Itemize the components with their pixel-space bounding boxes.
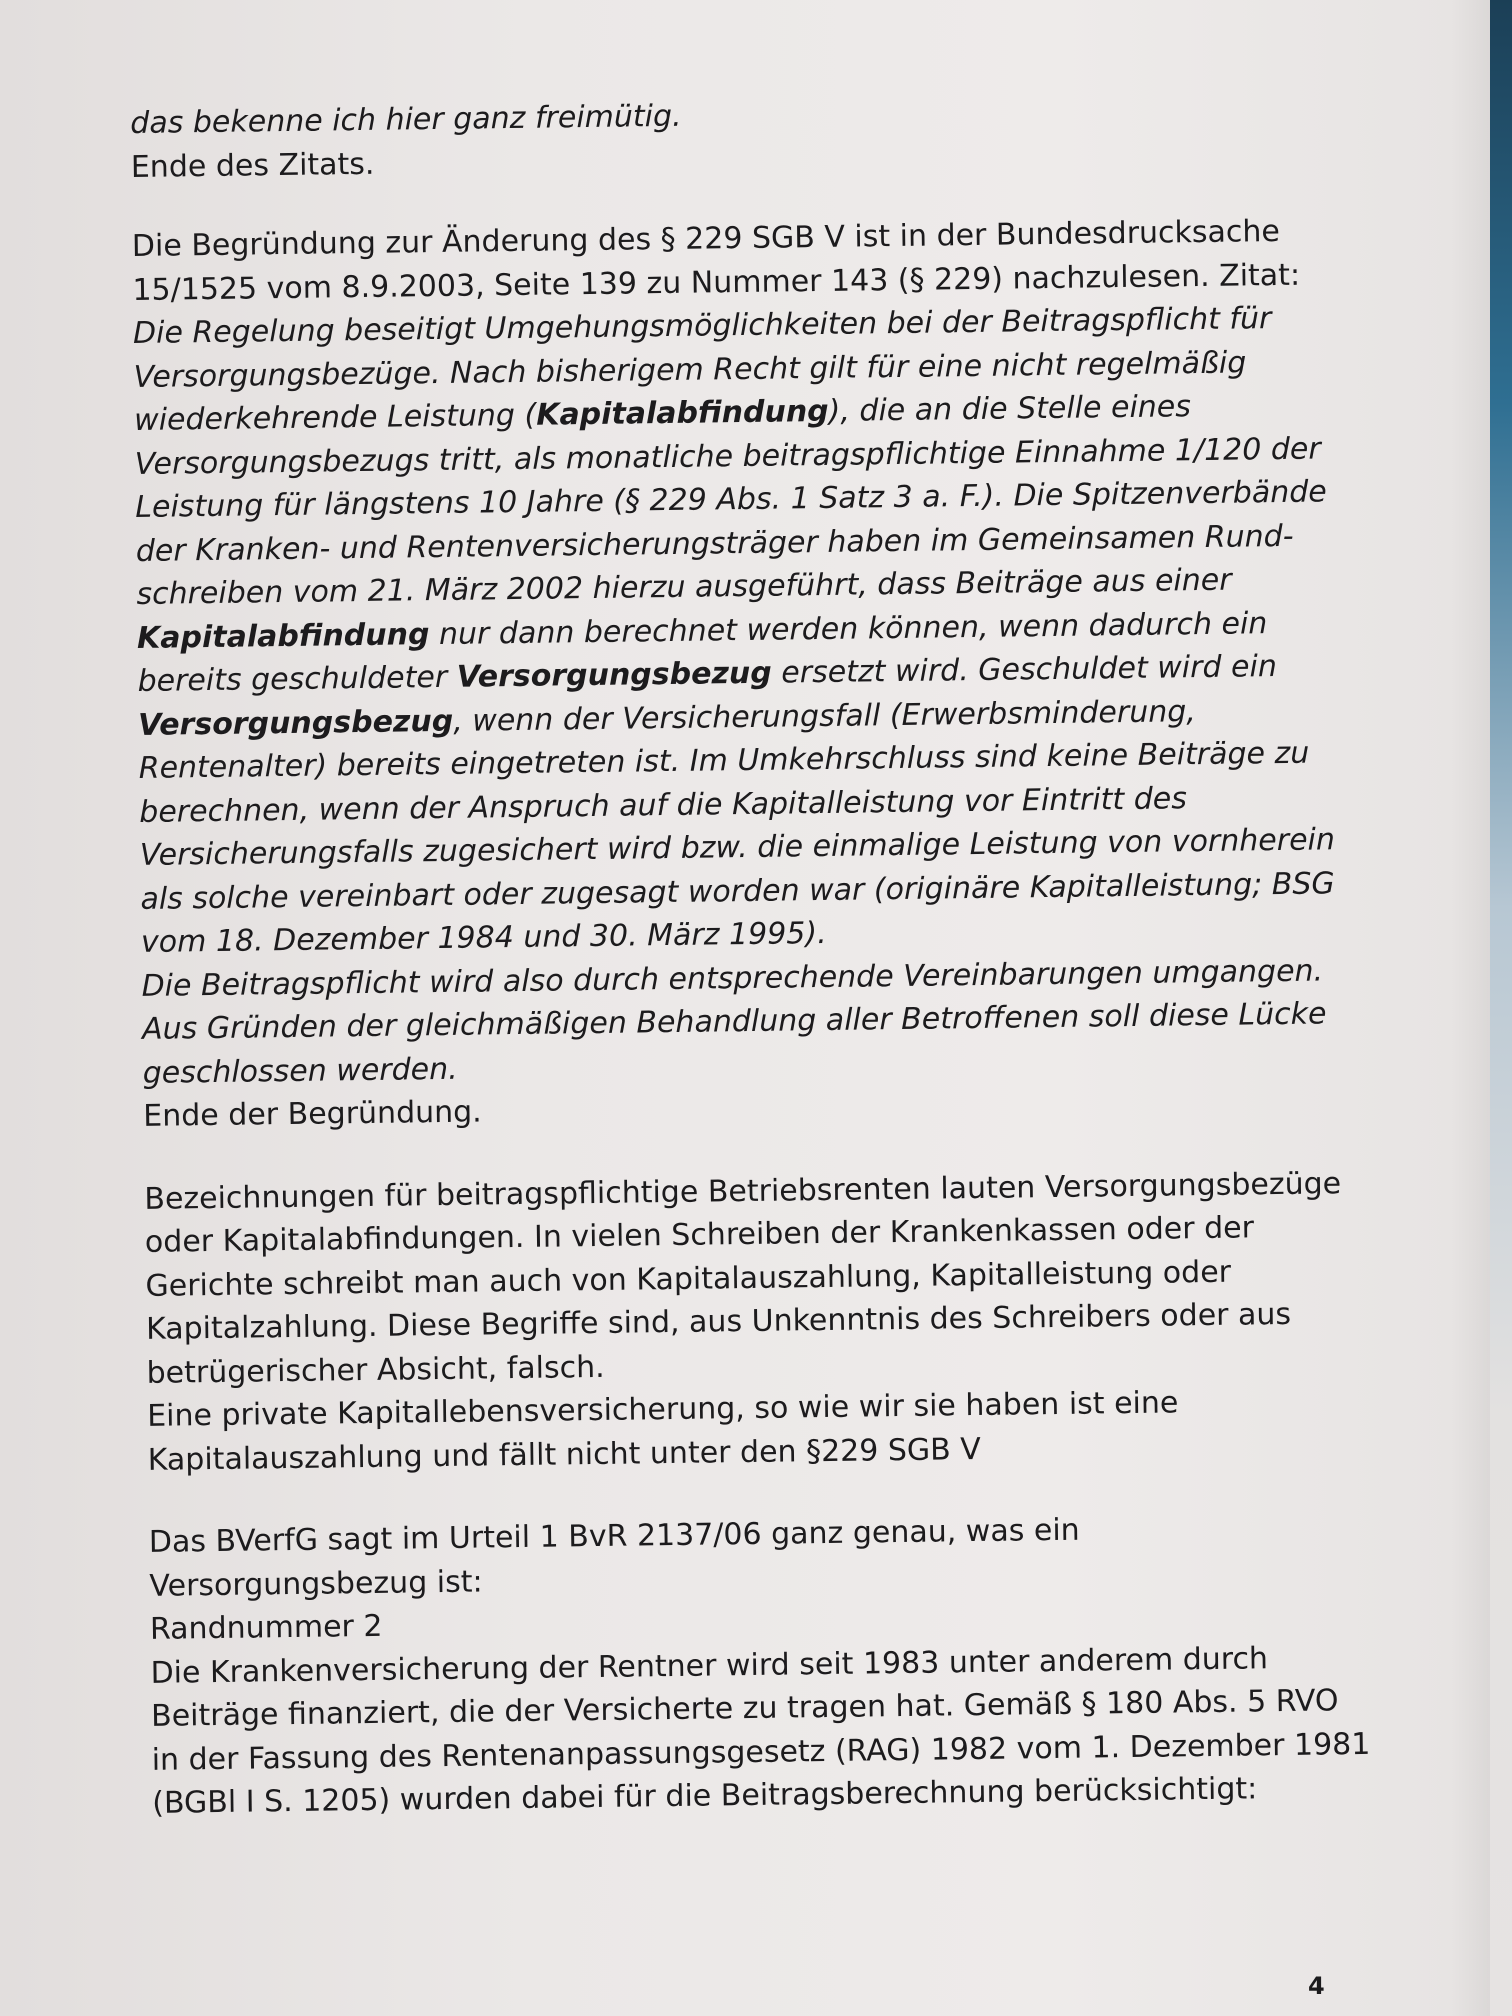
bold-term: Kapitalabfindung — [136, 616, 430, 656]
text-line: Kapitalzahlung. Diese Begriffe sind, aus Unkenntnis des Schreibers oder aus — [145, 1296, 1292, 1347]
quote-line: vom 18. Dezember 1984 und 30. März 1995). — [140, 915, 827, 960]
background-edge — [1490, 0, 1512, 2016]
text-line: Ende des Zitats. — [130, 146, 375, 185]
text-span: ), die an die Stelle eines — [828, 389, 1192, 429]
quote-line: schreiben vom 21. März 2002 hierzu ausgeführt, dass Beiträge aus einer — [136, 562, 1232, 612]
bold-term: Kapitalabfindung — [535, 393, 829, 433]
text-span: , wenn der Versicherungsfall (Erwerbsminderung, — [452, 693, 1197, 739]
text-line: Ende der Begründung. — [143, 1094, 482, 1134]
page-body — [130, 86, 1371, 1825]
quote-line: Aus Gründen der gleichmäßigen Behandlung aller Betroffenen soll diese Lücke — [141, 996, 1327, 1047]
quote-line: Versorgungsbezüge. Nach bisherigem Recht gilt für eine nicht regelmäßig — [133, 344, 1247, 395]
text-span: bereits geschuldeter — [137, 659, 457, 699]
text-span: ersetzt wird. Geschuldet wird ein — [771, 649, 1278, 691]
text-line: Die Begründung zur Änderung des § 229 SGB V ist in der Bundesdrucksache — [131, 213, 1281, 264]
text-line: Eine private Kapitallebensversicherung, so wie wir sie haben ist eine — [146, 1385, 1179, 1434]
quote-line: Die Beitragspflicht wird also durch entsprechende Vereinbarungen umgangen. — [141, 952, 1324, 1004]
text-line: in der Fassung des Rentenanpassungsgesetz (RAG) 1982 vom 1. Dezember 1981 — [151, 1726, 1371, 1778]
page-number: 4 — [1308, 1972, 1325, 2000]
text-span: wiederkehrende Leistung ( — [133, 397, 537, 438]
quote-line: berechnen, wenn der Anspruch auf die Kapitalleistung vor Eintritt des — [139, 780, 1188, 830]
text-line: Bezeichnungen für beitragspflichtige Betriebsrenten lauten Versorgungsbezüge — [144, 1165, 1342, 1217]
text-line: Beiträge finanziert, die der Versicherte zu tragen hat. Gemäß § 180 Abs. 5 RVO — [150, 1683, 1339, 1734]
quote-line: Leistung für längstens 10 Jahre (§ 229 Abs. 1 Satz 3 a. F.). Die Spitzenverbände — [135, 474, 1327, 525]
text-line: Die Krankenversicherung der Rentner wird seit 1983 unter anderem durch — [150, 1640, 1269, 1691]
bold-term: Versorgungsbezug — [456, 655, 772, 695]
quote-line: Die Regelung beseitigt Umgehungsmöglichkeiten bei der Beitragspflicht für — [132, 301, 1272, 351]
quote-line: der Kranken- und Rentenversicherungsträger haben im Gemeinsamen Rund- — [135, 518, 1294, 569]
text-line: Randnummer 2 — [149, 1608, 383, 1647]
text-line: Gerichte schreibt man auch von Kapitalauszahlung, Kapitalleistung oder — [145, 1254, 1232, 1304]
text-line: 15/1525 vom 8.9.2003, Seite 139 zu Nummer 143 (§ 229) nachzulesen. Zitat: — [132, 257, 1301, 308]
text-line: Versorgungsbezug ist: — [149, 1564, 483, 1604]
text-line: Das BVerfG sagt im Urteil 1 BvR 2137/06 ganz genau, was ein — [148, 1512, 1080, 1560]
text-line: oder Kapitalabfindungen. In vielen Schreiben der Krankenkassen oder der — [144, 1210, 1255, 1260]
quote-line: Rentenalter) bereits eingetreten ist. Im Umkehrschluss sind keine Beiträge zu — [138, 735, 1310, 786]
text-line: betrügerischer Absicht, falsch. — [146, 1349, 605, 1391]
text-line: das bekenne ich hier ganz freimütig. — [130, 98, 682, 141]
quote-line: Versorgungsbezugs tritt, als monatliche beitragspflichtige Einnahme 1/120 der — [134, 430, 1321, 482]
text-line: (BGBl I S. 1205) wurden dabei für die Beitragsberechnung berücksichtigt: — [152, 1771, 1258, 1821]
text-line: Kapitalauszahlung und fällt nicht unter den §229 SGB V — [147, 1431, 982, 1478]
bold-term: Versorgungsbezug — [137, 703, 454, 743]
page-shadow — [1450, 0, 1490, 2016]
quote-line: Versicherungsfalls zugesichert wird bzw. die einmalige Leistung von vornherein — [139, 822, 1336, 873]
text-span: nur dann berechnet werden können, wenn dadurch ein — [429, 605, 1268, 652]
quote-line: geschlossen werden. — [142, 1051, 458, 1091]
quote-line: als solche vereinbart oder zugesagt worden war (originäre Kapitalleistung; BSG — [140, 865, 1335, 917]
